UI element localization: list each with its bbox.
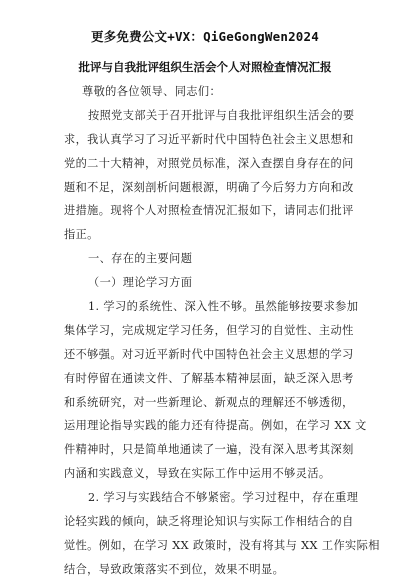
body-line: 求，我认真学习了习近平新时代中国特色社会主义思想和 <box>64 132 354 146</box>
document-title: 批评与自我批评组织生活会个人对照检查情况汇报 <box>78 60 332 74</box>
body-line: 集体学习，完成规定学习任务，但学习的自觉性、主动性 <box>64 323 354 337</box>
body-line: 尊敬的各位领导、同志们： <box>82 85 222 98</box>
body-line: （一）理论学习方面 <box>88 276 193 290</box>
body-line: 件精神时，只是简单地通读了一遍，没有深入思考其深刻 <box>64 443 354 457</box>
body-line: 2. 学习与实践结合不够紧密。学习过程中，存在重理 <box>88 491 359 505</box>
body-line: 运用理论指导实践的能力还有待提高。例如，在学习 XX 文 <box>64 419 367 433</box>
body-line: 觉性。例如，在学习 XX 政策时，没有将其与 XX 工作实际相 <box>64 538 380 552</box>
body-line: 有时停留在通读文件、了解基本精神层面，缺乏深入思考 <box>64 371 354 385</box>
body-line: 论轻实践的倾向，缺乏将理论知识与实际工作相结合的自 <box>64 515 354 529</box>
body-line: 还不够强。对习近平新时代中国特色社会主义思想的学习 <box>64 347 354 361</box>
body-line: 和系统研究，对一些新理论、新观点的理解还不够透彻， <box>64 395 354 409</box>
body-line: 结合，导致政策落实不到位，效果不明显。 <box>64 562 285 576</box>
document-body <box>64 80 380 582</box>
body-line: 题和不足，深刻剖析问题根源，明确了今后努力方向和改 <box>64 180 354 194</box>
body-line: 指正。 <box>64 228 99 242</box>
body-line: 一、存在的主要问题 <box>88 252 193 266</box>
body-line: 进措施。现将个人对照检查情况汇报如下，请同志们批评 <box>64 204 354 218</box>
body-line: 1. 学习的系统性、深入性不够。虽然能够按要求参加 <box>88 300 359 314</box>
body-line: 按照党支部关于召开批评与自我批评组织生活会的要 <box>88 108 355 122</box>
body-line: 内涵和实践意义，导致在实际工作中运用不够灵活。 <box>64 467 331 481</box>
body-line: 党的二十大精神，对照党员标准，深入查摆自身存在的问 <box>64 156 354 170</box>
promo-banner: 更多免费公文+VX：QiGeGongWen2024 <box>91 29 319 44</box>
